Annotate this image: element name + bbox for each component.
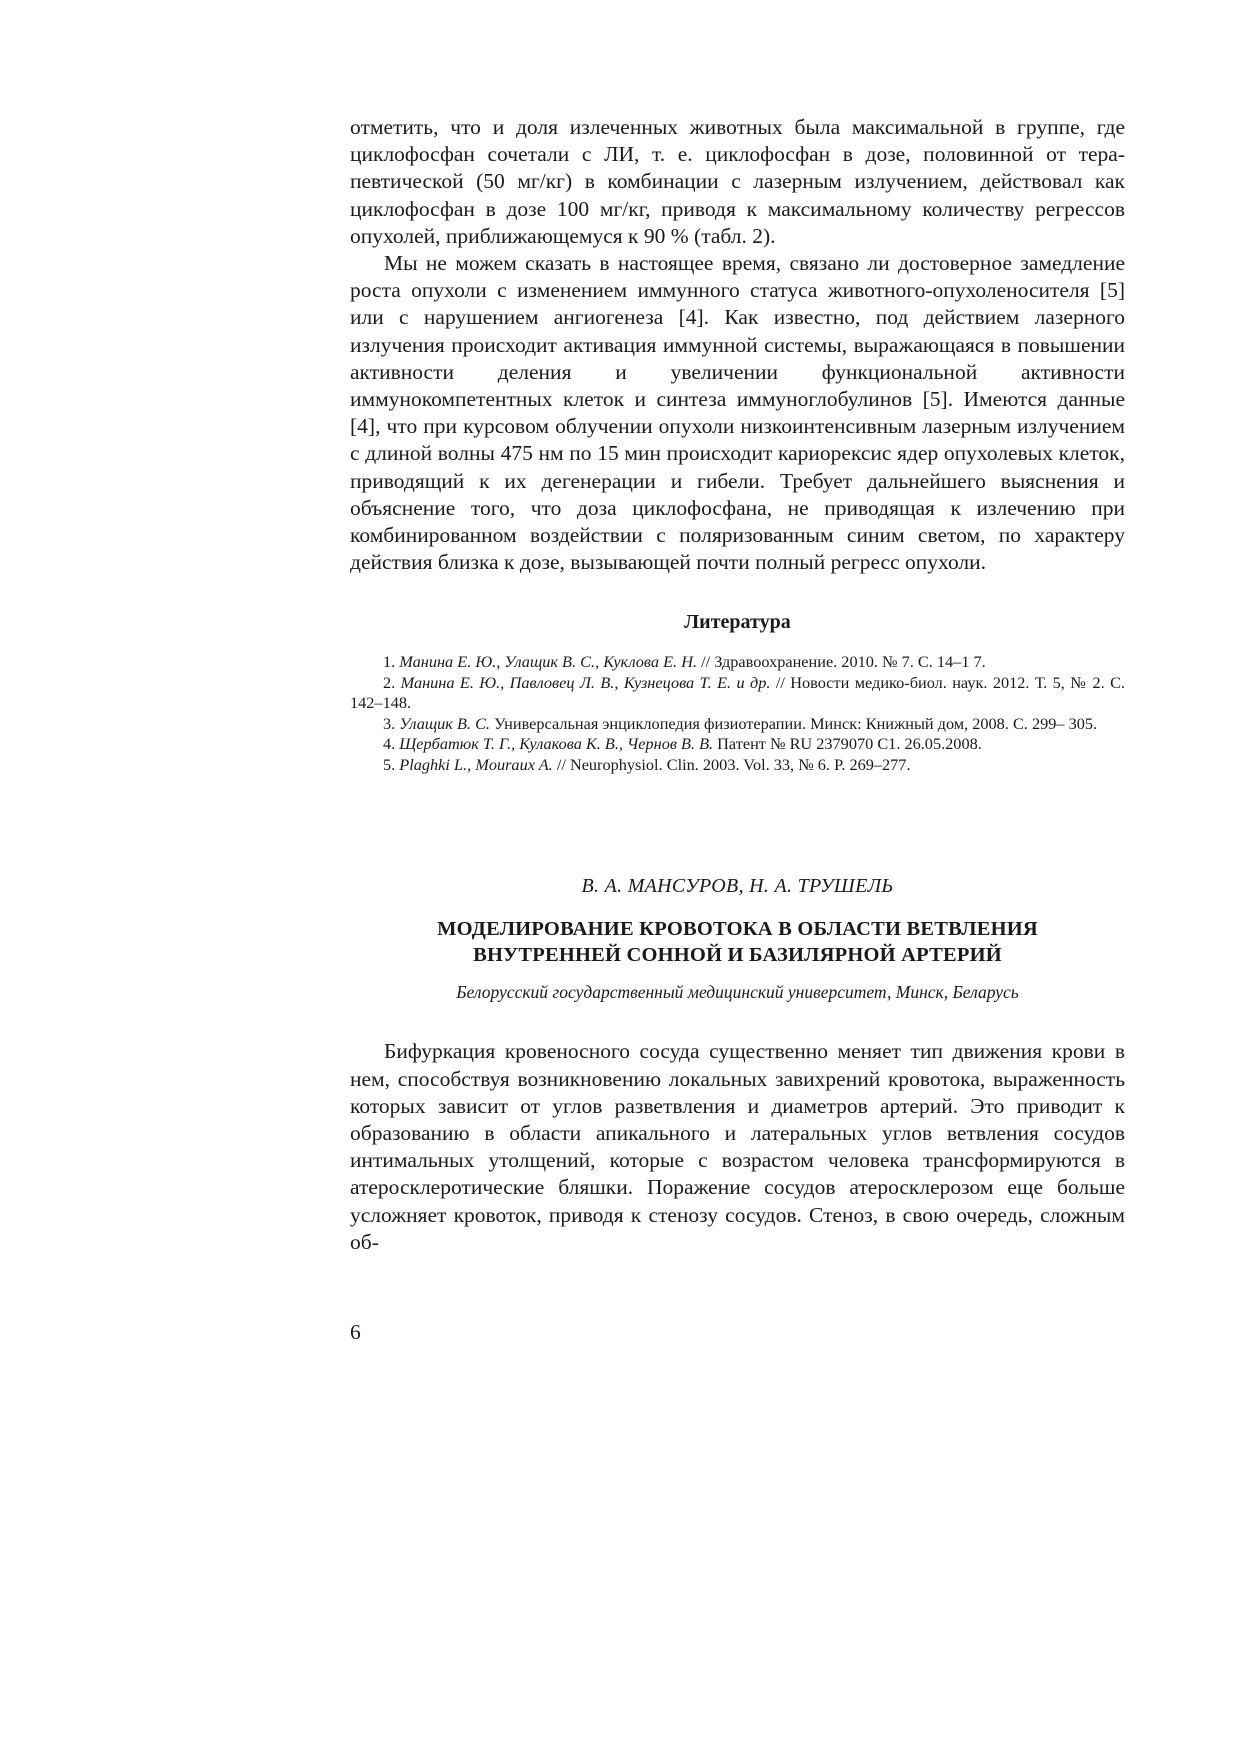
article-body-paragraph: Бифуркация кровеносного сосуда существенно меняет тип движения крови в нем, способствуя возникновению локальных завихрений кровотока, выраженность которых зависит от углов разветвления и диаметров артерий. Это приводит к образованию в области апикального и латеральных углов ветвления сосудов интимальных утолщений, которые с возрастом человека трансформируются в атеросклеротические бляшки. Поражение сосудов атеросклерозом еще больше усложняет кровоток, приводя к стенозу сосудов. Стеноз, в свою очередь, сложным об-	[350, 1039, 1125, 1254]
article-title	[350, 916, 1125, 968]
literature-heading: Литература	[684, 611, 791, 634]
reference-number: 1.	[383, 652, 400, 672]
reference-list	[350, 652, 1125, 775]
reference-number: 3.	[383, 713, 400, 733]
reference-item	[350, 714, 1125, 735]
article-authors: В. А. МАНСУРОВ, Н. А. ТРУШЕЛЬ	[581, 875, 894, 898]
reference-item	[350, 755, 1125, 776]
reference-authors: Щербатюк Т. Г., Кулакова К. В., Чернов В. В.	[399, 734, 714, 754]
body-paragraph-1: отметить, что и доля излеченных животных была максимальной в группе, где циклофосфан сочетали с ЛИ, т. е. циклофосфан в дозе, половинной от терапевтической (50 мг/кг) в комбинации с лазерным излучением, действовал как циклофосфан в дозе 100 мг/кг, приводя к максимальному количеству регрессов опухолей, приближающемуся к 90 % (табл. 2).	[350, 115, 1125, 248]
article-affiliation: Белорусский государственный медицинский университет, Минск, Беларусь	[456, 982, 1019, 1003]
article-title-line-1: МОДЕЛИРОВАНИЕ КРОВОТОКА В ОБЛАСТИ ВЕТВЛЕНИЯ	[437, 918, 1038, 941]
reference-authors: Манина Е. Ю., Улащик В. С., Куклова Е. Н.	[399, 652, 698, 672]
body-paragraph-2: Мы не можем сказать в настоящее время, связано ли достоверное замедление роста опухоли с изменением иммунного статуса животного-опухоленосителя [5] или с нарушением ангиогенеза [4]. Как известно, под действием лазерного излучения происходит активация иммунной системы, выражающаяся в повышении активности деления и увеличении функциональной активности иммунокомпетентных клеток и синтеза иммуноглобулинов [5]. Имеются данные [4], что при курсовом облучении опухоли низкоинтенсивным лазерным излучением с длиной волны 475 нм по 15 мин происходит кариорексис ядер опухолевых клеток, приводящий к их дегенерации и гибели. Требует дальнейшего выяснения и объяснение того, что доза циклофосфана, не приводящая к излечению при комбинированном воздействии с поляризованным синим светом, по характеру действия близка к дозе, вызывающей почти полный регресс опухоли.	[350, 251, 1125, 575]
reference-source: Патент № RU 2379070 C1. 26.05.2008.	[713, 734, 982, 754]
page-number: 6	[350, 1320, 361, 1344]
reference-source: // Здравоохранение. 2010. № 7. С. 14–1 7.	[697, 652, 986, 672]
reference-number: 5.	[383, 754, 400, 774]
reference-item	[350, 673, 1125, 714]
reference-item	[350, 734, 1125, 755]
reference-source: Универсальная энциклопедия физиотерапии. Минск: Книжный дом, 2008. С. 299– 305.	[490, 713, 1098, 733]
reference-authors: Plaghki L., Mouraux A.	[399, 754, 553, 774]
reference-authors: Манина Е. Ю., Павловец Л. В., Кузнецова Т. Е. и др.	[400, 672, 771, 692]
page-content	[350, 114, 1125, 1256]
reference-authors: Улащик В. С.	[399, 713, 490, 733]
reference-number: 2.	[383, 672, 401, 692]
reference-source: // Новости медико-биол. наук. 2012. Т. 5, № 2. С. 142–148.	[350, 672, 1125, 713]
reference-source: // Neurophysiol. Clin. 2003. Vol. 33, № 6. P. 269–277.	[552, 754, 911, 774]
reference-item	[350, 652, 1125, 673]
article-title-line-2: ВНУТРЕННЕЙ СОННОЙ И БАЗИЛЯРНОЙ АРТЕРИЙ	[473, 944, 1002, 967]
reference-number: 4.	[383, 734, 400, 754]
